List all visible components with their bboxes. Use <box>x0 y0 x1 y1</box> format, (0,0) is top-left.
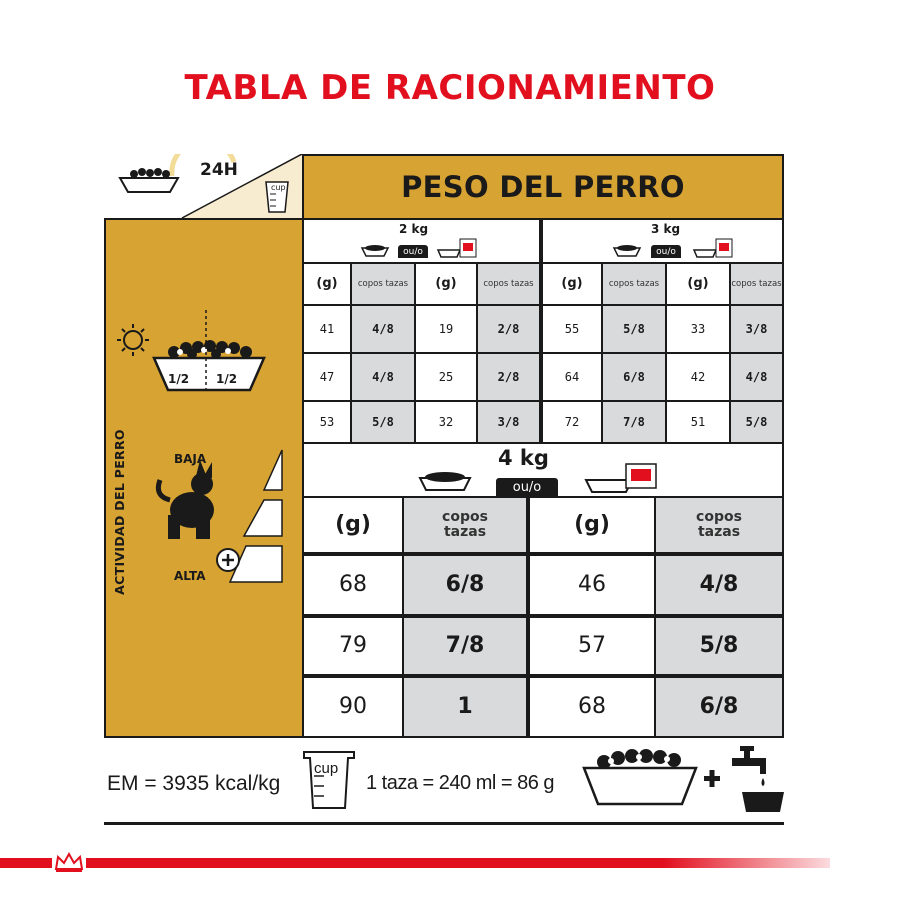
footer-icons <box>580 742 790 818</box>
table-cell: 2/8 <box>478 306 539 352</box>
col-header-cups: copos tazas <box>404 498 526 552</box>
kibble-bowl-icon <box>362 245 388 256</box>
feeding-icons-3kg <box>612 238 742 260</box>
crown-logo <box>52 851 86 873</box>
footer-divider <box>104 822 784 825</box>
activity-low: BAJA <box>174 452 207 466</box>
energy-value: EM = 3935 kcal/kg <box>107 772 281 795</box>
wet-food-icon <box>586 464 656 492</box>
table-cell: 6/8 <box>404 556 526 614</box>
food-bowl-icon <box>584 749 696 804</box>
moon-icon <box>271 328 282 350</box>
table-cell: 4/8 <box>352 354 414 400</box>
or-label: ou/o <box>651 245 681 258</box>
table-cell: 6/8 <box>656 678 782 736</box>
col-header-grams: (g) <box>416 264 476 304</box>
table-cell: 5/8 <box>656 618 782 674</box>
cup-label: cup <box>314 760 339 777</box>
crown-icon <box>52 851 86 873</box>
table-cell: 3/8 <box>478 402 539 442</box>
table-cell: 51 <box>667 402 729 442</box>
table-cell: 68 <box>530 678 654 736</box>
col-header-grams: (g) <box>304 498 402 552</box>
weight-3kg-label: 3 kg <box>651 222 681 236</box>
weight-2kg-label: 2 kg <box>399 222 429 236</box>
col-header-cups: copos tazas <box>478 264 539 304</box>
table-cell: 2/8 <box>478 354 539 400</box>
table-cell: 46 <box>530 556 654 614</box>
table-cell: 68 <box>304 556 402 614</box>
table-cell: 32 <box>416 402 476 442</box>
table-cell: 25 <box>416 354 476 400</box>
col-header-grams: (g) <box>543 264 601 304</box>
table-cell: 1 <box>404 678 526 736</box>
or-label: ou/o <box>496 478 558 496</box>
corner-legend <box>104 154 302 218</box>
brand-bar <box>0 858 830 868</box>
col-header-grams: (g) <box>667 264 729 304</box>
table-cell: 19 <box>416 306 476 352</box>
table-cell: 41 <box>304 306 350 352</box>
weight-header <box>302 154 784 218</box>
table-cell: 42 <box>667 354 729 400</box>
kibble-bowl-icon <box>614 245 640 256</box>
feeding-icons-4kg <box>418 462 668 496</box>
table-cell: 79 <box>304 618 402 674</box>
table-cell: 4/8 <box>656 556 782 614</box>
activity-high: ALTA <box>174 569 206 583</box>
col-header-grams: (g) <box>304 264 350 304</box>
weight-4kg-label: 4 kg <box>498 446 549 470</box>
wet-food-icon <box>694 239 732 257</box>
table-cell: 5/8 <box>603 306 665 352</box>
table-cell: 47 <box>304 354 350 400</box>
table-cell: 7/8 <box>404 618 526 674</box>
measuring-cup-icon <box>298 748 360 812</box>
table-cell: 6/8 <box>603 354 665 400</box>
portion-half-day: 1/2 <box>168 372 190 386</box>
col-header-cups: copos tazas <box>656 498 782 552</box>
plus-icon <box>704 770 720 787</box>
table-cell: 5/8 <box>731 402 782 442</box>
table-cell: 57 <box>530 618 654 674</box>
cup-equivalence: 1 taza = 240 ml = 86 g <box>366 772 555 794</box>
table-cell: 72 <box>543 402 601 442</box>
col-header-cups: copos tazas <box>731 264 782 304</box>
table-cell: 53 <box>304 402 350 442</box>
table-cell: 4/8 <box>352 306 414 352</box>
col-header-cups: copos tazas <box>603 264 665 304</box>
portion-half-night: 1/2 <box>216 372 238 386</box>
wet-food-icon <box>438 239 476 257</box>
kibble-bowl-icon <box>420 472 470 490</box>
plus-icon <box>217 549 239 571</box>
col-header-cups: copos tazas <box>352 264 414 304</box>
col-header-grams: (g) <box>530 498 654 552</box>
food-bowl-icon <box>120 168 178 192</box>
dog-silhouette-icon <box>158 460 214 539</box>
sun-icon <box>117 324 149 356</box>
cup-label: cup <box>271 183 286 192</box>
table-cell: 90 <box>304 678 402 736</box>
label-24h: 24H <box>200 160 238 180</box>
table-cell: 3/8 <box>731 306 782 352</box>
table-cell: 55 <box>543 306 601 352</box>
table-cell: 4/8 <box>731 354 782 400</box>
water-tap-icon <box>732 746 784 812</box>
weight-header-label: PESO DEL PERRO <box>401 170 685 204</box>
table-cell: 33 <box>667 306 729 352</box>
table-cell: 64 <box>543 354 601 400</box>
table-cell: 5/8 <box>352 402 414 442</box>
table-cell: 7/8 <box>603 402 665 442</box>
or-label: ou/o <box>398 245 428 258</box>
feeding-icons-2kg <box>360 238 480 260</box>
page-title: TABLA DE RACIONAMIENTO <box>184 68 716 108</box>
activity-label: ACTIVIDAD DEL PERRO <box>112 429 127 595</box>
